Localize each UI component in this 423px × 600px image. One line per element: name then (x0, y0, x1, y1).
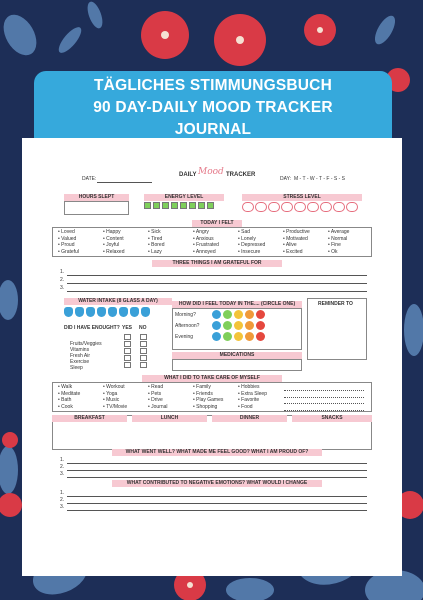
water-drop-icon[interactable] (64, 307, 73, 317)
feeling-option[interactable]: • Happy (103, 229, 121, 236)
feeling-option[interactable]: • Loved (58, 229, 75, 236)
logo-mood: Mood (198, 167, 224, 177)
grateful-line[interactable] (67, 275, 367, 276)
hours-slept-header: HOURS SLEPT (64, 194, 129, 201)
self-care-option[interactable]: • Food (238, 404, 253, 411)
self-care-option[interactable]: • Walk (58, 384, 72, 391)
enough-yes-checkbox[interactable] (124, 362, 131, 368)
mood-faces[interactable] (212, 332, 267, 343)
lunch-header: LUNCH (132, 415, 207, 422)
grateful-number: 2. (60, 277, 65, 283)
feeling-option[interactable]: • Sick (148, 229, 161, 236)
feeling-option[interactable]: • Anxious (193, 236, 214, 243)
feeling-option[interactable]: • Valued (58, 236, 76, 243)
enough-yes-checkbox[interactable] (124, 341, 131, 347)
mood-face-icon[interactable] (245, 332, 254, 341)
went-well-line[interactable] (67, 470, 367, 471)
self-care-option[interactable]: • Friends (193, 391, 213, 398)
banner-title-line3: JOURNAL (174, 121, 252, 138)
water-glasses[interactable] (64, 307, 152, 319)
water-drop-icon[interactable] (75, 307, 84, 317)
went-well-line[interactable] (67, 463, 367, 464)
feeling-option[interactable]: • Insecure (238, 249, 260, 256)
banner-title-line2: 90 DAY-DAILY MOOD TRACKER (93, 99, 333, 116)
grateful-header: THREE THINGS I AM GRATEFUL FOR (152, 260, 282, 267)
feeling-option[interactable]: • Sad (238, 229, 250, 236)
mood-face-icon[interactable] (223, 332, 232, 341)
water-drop-icon[interactable] (97, 307, 106, 317)
enough-yes-checkbox[interactable] (124, 334, 131, 340)
feeling-option[interactable]: • Grateful (58, 249, 79, 256)
feeling-option[interactable]: • Tired (148, 236, 162, 243)
energy-bar-icon[interactable] (198, 202, 205, 209)
self-care-option[interactable]: • Music (103, 397, 119, 404)
mood-face-icon[interactable] (234, 321, 243, 330)
energy-bar-icon[interactable] (144, 202, 151, 209)
feeling-option[interactable]: • Motivated (283, 236, 308, 243)
enough-item-label: Vitamins (70, 347, 90, 353)
medications-box[interactable] (172, 359, 302, 371)
feeling-option[interactable]: • Frustrated (193, 242, 219, 249)
enough-no-checkbox[interactable] (140, 348, 147, 354)
mood-face-icon[interactable] (245, 321, 254, 330)
self-care-option[interactable]: • TV/Movie (103, 404, 127, 411)
energy-bar-icon[interactable] (189, 202, 196, 209)
time-of-day-label: Morning? (175, 312, 196, 318)
feeling-option[interactable]: • Annoyed (193, 249, 216, 256)
logo-tracker: TRACKER (226, 172, 256, 178)
water-drop-icon[interactable] (141, 307, 150, 317)
feeling-option[interactable]: • Alive (283, 242, 297, 249)
heart-icon[interactable] (268, 202, 280, 212)
feeling-option[interactable]: • Average (328, 229, 349, 236)
mood-faces[interactable] (212, 310, 267, 321)
feeling-option[interactable]: • Fine (328, 242, 341, 249)
negative-line[interactable] (67, 503, 367, 504)
self-care-option[interactable]: • Read (148, 384, 163, 391)
mood-face-icon[interactable] (234, 332, 243, 341)
energy-bar-icon[interactable] (153, 202, 160, 209)
medications-header: MEDICATIONS (172, 352, 302, 359)
mood-face-icon[interactable] (212, 321, 221, 330)
mood-faces[interactable] (212, 321, 267, 332)
feeling-option[interactable]: • Productive (283, 229, 310, 236)
feeling-option[interactable]: • Lazy (148, 249, 162, 256)
self-care-option[interactable]: • Bath (58, 397, 71, 404)
went-well-number: 3. (60, 471, 65, 477)
day-options[interactable]: M - T - W - T - F - S - S (294, 176, 346, 182)
heart-icon[interactable] (346, 202, 358, 212)
heart-icon[interactable] (255, 202, 267, 212)
hours-slept-box[interactable] (64, 201, 129, 215)
heart-icon[interactable] (242, 202, 254, 212)
self-care-blank-line[interactable] (284, 397, 364, 398)
self-care-option[interactable]: • Favorite (238, 397, 259, 404)
today-i-felt-header: TODAY I FELT (192, 220, 242, 227)
journal-page (22, 138, 402, 576)
enough-no-checkbox[interactable] (140, 362, 147, 368)
self-care-option[interactable]: • Extra Sleep (238, 391, 267, 398)
self-care-option[interactable]: • Family (193, 384, 211, 391)
went-well-number: 2. (60, 464, 65, 470)
logo-daily: DAILY (179, 172, 197, 178)
self-care-option[interactable]: • Drive (148, 397, 163, 404)
heart-icon[interactable] (333, 202, 345, 212)
self-care-option[interactable]: • Yoga (103, 391, 117, 398)
time-of-day-label: Evening (175, 334, 194, 340)
mood-face-icon[interactable] (212, 310, 221, 319)
date-label: DATE: (82, 176, 97, 182)
enough-yes-label: YES (122, 325, 133, 331)
self-care-option[interactable]: • Play Games (193, 397, 223, 404)
self-care-blank-line[interactable] (284, 403, 364, 404)
self-care-option[interactable]: • Journal (148, 404, 168, 411)
feeling-option[interactable]: • Lonely (238, 236, 256, 243)
mood-face-icon[interactable] (256, 310, 265, 319)
enough-no-checkbox[interactable] (140, 334, 147, 340)
how-did-i-feel-header: HOW DID I FEEL TODAY IN THE.... (CIRCLE ONE) (172, 301, 302, 308)
enough-item-label: Fresh Air (70, 353, 91, 359)
mood-face-icon[interactable] (212, 332, 221, 341)
grateful-line[interactable] (67, 283, 367, 284)
mood-face-icon[interactable] (223, 321, 232, 330)
feeling-option[interactable]: • Content (103, 236, 124, 243)
enough-no-label: NO (139, 325, 147, 331)
enough-yes-checkbox[interactable] (124, 355, 131, 361)
mood-face-icon[interactable] (256, 321, 265, 330)
negative-line[interactable] (67, 510, 367, 511)
grateful-number: 1. (60, 269, 65, 275)
breakfast-header: BREAKFAST (52, 415, 127, 422)
negative-line[interactable] (67, 496, 367, 497)
feeling-option[interactable]: • Angry (193, 229, 209, 236)
self-care-option[interactable]: • Hobbies (238, 384, 260, 391)
negative-header: WHAT CONTRIBUTED TO NEGATIVE EMOTIONS? WHAT WOULD I CHANGE (112, 480, 322, 487)
enough-no-checkbox[interactable] (140, 341, 147, 347)
heart-icon[interactable] (307, 202, 319, 212)
feeling-option[interactable]: • Depressed (238, 242, 265, 249)
energy-bar-icon[interactable] (162, 202, 169, 209)
mood-face-icon[interactable] (245, 310, 254, 319)
heart-icon[interactable] (281, 202, 293, 212)
enough-item-label: Fruits/Veggies (70, 341, 102, 347)
feeling-option[interactable]: • Ok (328, 249, 338, 256)
stress-level-header: STRESS LEVEL (242, 194, 362, 201)
mood-face-icon[interactable] (234, 310, 243, 319)
energy-bar-icon[interactable] (171, 202, 178, 209)
water-drop-icon[interactable] (108, 307, 117, 317)
self-care-header: WHAT I DID TO TAKE CARE OF MYSELF (142, 375, 282, 382)
self-care-option[interactable]: • Cook (58, 404, 73, 411)
mood-face-icon[interactable] (223, 310, 232, 319)
dinner-header: DINNER (212, 415, 287, 422)
water-drop-icon[interactable] (86, 307, 95, 317)
enough-yes-checkbox[interactable] (124, 348, 131, 354)
stress-level-meter[interactable] (242, 202, 359, 214)
energy-level-header: ENERGY LEVEL (144, 194, 224, 201)
self-care-option[interactable]: • Meditate (58, 391, 80, 398)
enough-item-label: Sleep (70, 365, 83, 371)
time-of-day-label: Afternoon? (175, 323, 200, 329)
grateful-number: 3. (60, 285, 65, 291)
enough-item-label: Exercise (70, 359, 90, 365)
feeling-option[interactable]: • Normal (328, 236, 347, 243)
self-care-blank-line[interactable] (284, 410, 364, 411)
mood-face-icon[interactable] (256, 332, 265, 341)
heart-icon[interactable] (294, 202, 306, 212)
feeling-option[interactable]: • Relaxed (103, 249, 125, 256)
energy-bar-icon[interactable] (207, 202, 214, 209)
feeling-option[interactable]: • Excited (283, 249, 303, 256)
reminder-header: REMINDER TO (318, 301, 353, 307)
negative-number: 1. (60, 490, 65, 496)
banner-title-line1: TÄGLICHES STIMMUNGSBUCH (94, 77, 332, 94)
went-well-number: 1. (60, 457, 65, 463)
grateful-line[interactable] (67, 291, 367, 292)
went-well-line[interactable] (67, 477, 367, 478)
feeling-option[interactable]: • Proud (58, 242, 74, 249)
water-drop-icon[interactable] (130, 307, 139, 317)
enough-header: DID I HAVE ENOUGHT? (64, 325, 120, 331)
self-care-option[interactable]: • Shopping (193, 404, 217, 411)
enough-no-checkbox[interactable] (140, 355, 147, 361)
heart-icon[interactable] (320, 202, 332, 212)
feeling-option[interactable]: • Joyful (103, 242, 119, 249)
day-label: DAY: (280, 176, 292, 182)
water-drop-icon[interactable] (119, 307, 128, 317)
energy-level-meter[interactable] (144, 202, 216, 211)
self-care-option[interactable]: • Pets (148, 391, 161, 398)
self-care-option[interactable]: • Workout (103, 384, 125, 391)
feeling-option[interactable]: • Bored (148, 242, 164, 249)
reminder-box[interactable] (307, 298, 367, 360)
energy-bar-icon[interactable] (180, 202, 187, 209)
snacks-header: SNACKS (292, 415, 372, 422)
negative-number: 2. (60, 497, 65, 503)
self-care-blank-line[interactable] (284, 390, 364, 391)
went-well-header: WHAT WENT WELL? WHAT MADE ME FEEL GOOD? WHAT I AM PROUD OF? (112, 449, 322, 456)
negative-number: 3. (60, 504, 65, 510)
water-intake-header: WATER INTAKE (8 GLASS A DAY) (64, 298, 172, 305)
date-line[interactable] (97, 182, 152, 183)
